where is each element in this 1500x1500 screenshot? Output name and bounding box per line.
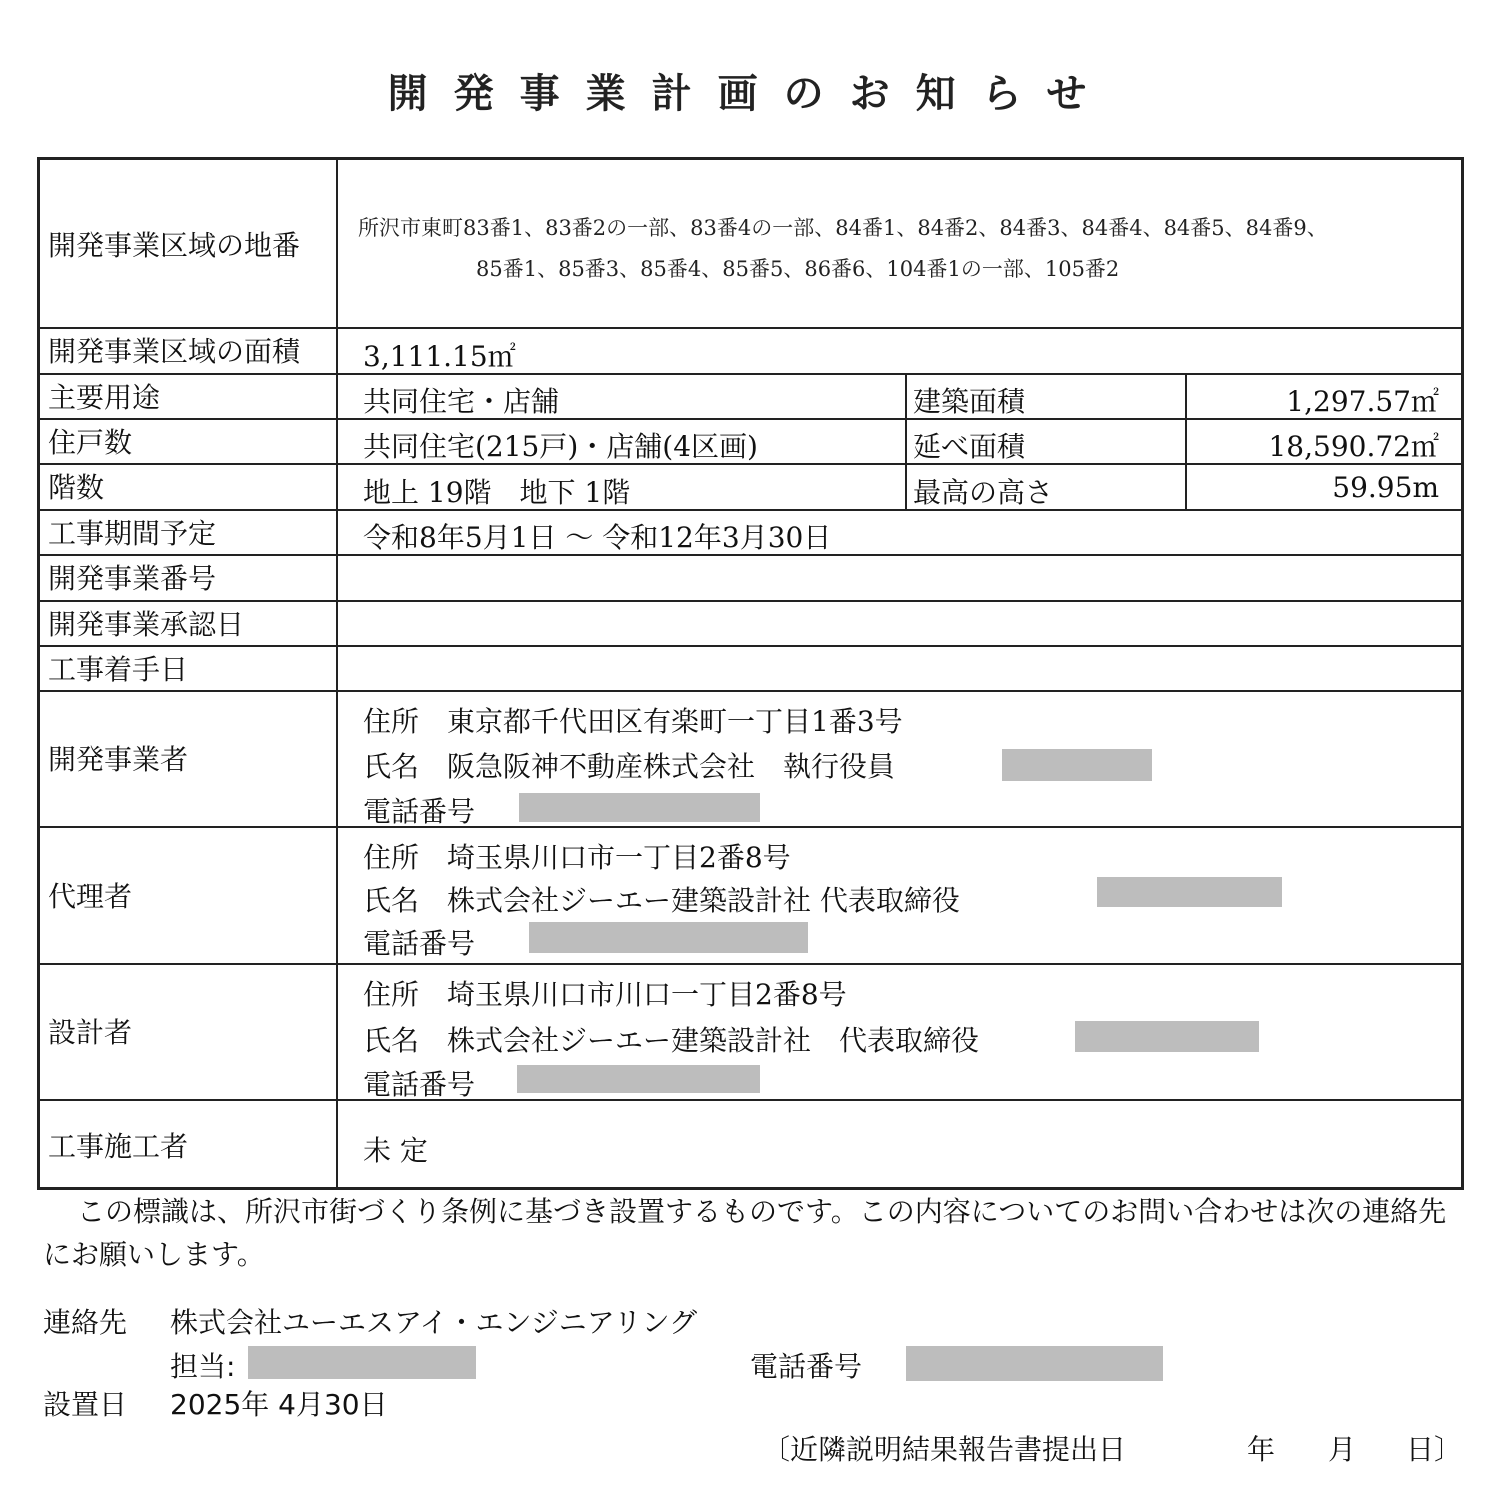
report-label: 〔近隣説明結果報告書提出日 xyxy=(762,1433,1127,1466)
label-lot-numbers: 開発事業区域の地番 xyxy=(48,228,301,262)
developer-address: 住所 東京都千代田区有楽町一丁目1番3号 xyxy=(363,705,903,738)
designer-address: 住所 埼玉県川口市川口一丁目2番8号 xyxy=(363,978,847,1011)
period-value: 令和8年5月1日 ～ 令和12年3月30日 xyxy=(363,521,832,554)
label-project-no: 開発事業番号 xyxy=(48,562,217,595)
developer-phone-label: 電話番号 xyxy=(363,795,476,828)
report-year: 年 xyxy=(1247,1433,1276,1466)
contact-phone-redaction xyxy=(906,1346,1163,1381)
agent-address: 住所 埼玉県川口市一丁目2番8号 xyxy=(363,841,791,874)
column-divider xyxy=(336,160,338,1190)
contact-label: 連絡先 xyxy=(43,1306,128,1339)
developer-phone-redaction xyxy=(519,793,760,822)
designer-phone-redaction xyxy=(517,1065,760,1093)
page-title: 開発事業計画のお知らせ xyxy=(387,71,1113,117)
column-divider xyxy=(1185,373,1187,509)
label-agent: 代理者 xyxy=(48,879,133,913)
contractor-value: 未 定 xyxy=(363,1134,428,1167)
label-floors: 階数 xyxy=(48,471,105,504)
installed-label: 設置日 xyxy=(43,1388,128,1421)
contact-phone-label: 電話番号 xyxy=(750,1350,863,1383)
agent-redaction xyxy=(1097,877,1282,907)
contact-person-label: 担当: xyxy=(170,1350,236,1383)
floor-area-value: 18,590.72㎡ xyxy=(1268,430,1439,463)
designer-name: 氏名 株式会社ジーエー建築設計社 代表取締役 xyxy=(363,1024,980,1057)
label-start-date: 工事着手日 xyxy=(48,652,189,686)
agent-phone-redaction xyxy=(529,922,808,953)
max-height-label: 最高の高さ xyxy=(913,476,1054,509)
building-area-label: 建築面積 xyxy=(913,385,1026,418)
installed-date: 2025年 4月30日 xyxy=(170,1388,388,1421)
label-area: 開発事業区域の面積 xyxy=(48,335,301,368)
label-contractor: 工事施工者 xyxy=(48,1129,189,1163)
agent-phone-label: 電話番号 xyxy=(363,927,476,960)
max-height-value: 59.95m xyxy=(1332,471,1439,504)
floor-area-label: 延べ面積 xyxy=(913,430,1026,463)
column-divider xyxy=(905,373,907,509)
lot-numbers-line-2: 85番1、85番3、85番4、85番5、86番6、104番1の一部、105番2 xyxy=(476,257,1120,281)
lot-numbers-line-1: 所沢市東町83番1、83番2の一部、83番4の一部、84番1、84番2、84番3、84番4、84番5、84番9、 xyxy=(358,216,1328,240)
label-developer: 開発事業者 xyxy=(48,743,189,776)
report-month: 月 xyxy=(1328,1433,1357,1466)
notice-text: この標識は、所沢市街づくり条例に基づき設置するものです。この内容についてのお問い合わせは次の連絡先にお願いします。 xyxy=(43,1195,1447,1271)
designer-phone-label: 電話番号 xyxy=(363,1068,476,1101)
designer-redaction xyxy=(1075,1021,1259,1052)
use-value: 共同住宅・店舗 xyxy=(363,385,560,418)
developer-name: 氏名 阪急阪神不動産株式会社 執行役員 xyxy=(363,750,896,783)
report-day: 日〕 xyxy=(1406,1433,1463,1466)
contact-person-redaction xyxy=(248,1346,476,1379)
label-approval-date: 開発事業承認日 xyxy=(48,607,245,641)
label-designer: 設計者 xyxy=(48,1016,133,1049)
area-value: 3,111.15㎡ xyxy=(363,340,516,373)
label-use: 主要用途 xyxy=(48,380,161,414)
notice-table xyxy=(37,157,1464,1190)
agent-name: 氏名 株式会社ジーエー建築設計社 代表取締役 xyxy=(363,884,960,917)
developer-redaction xyxy=(1002,749,1152,781)
contact-company: 株式会社ユーエスアイ・エンジニアリング xyxy=(170,1306,698,1339)
building-area-value: 1,297.57㎡ xyxy=(1286,385,1439,418)
label-period: 工事期間予定 xyxy=(48,516,217,550)
floors-value: 地上 19階 地下 1階 xyxy=(363,476,631,509)
units-value: 共同住宅(215戸)・店舗(4区画) xyxy=(363,430,758,463)
label-units: 住戸数 xyxy=(48,425,133,459)
